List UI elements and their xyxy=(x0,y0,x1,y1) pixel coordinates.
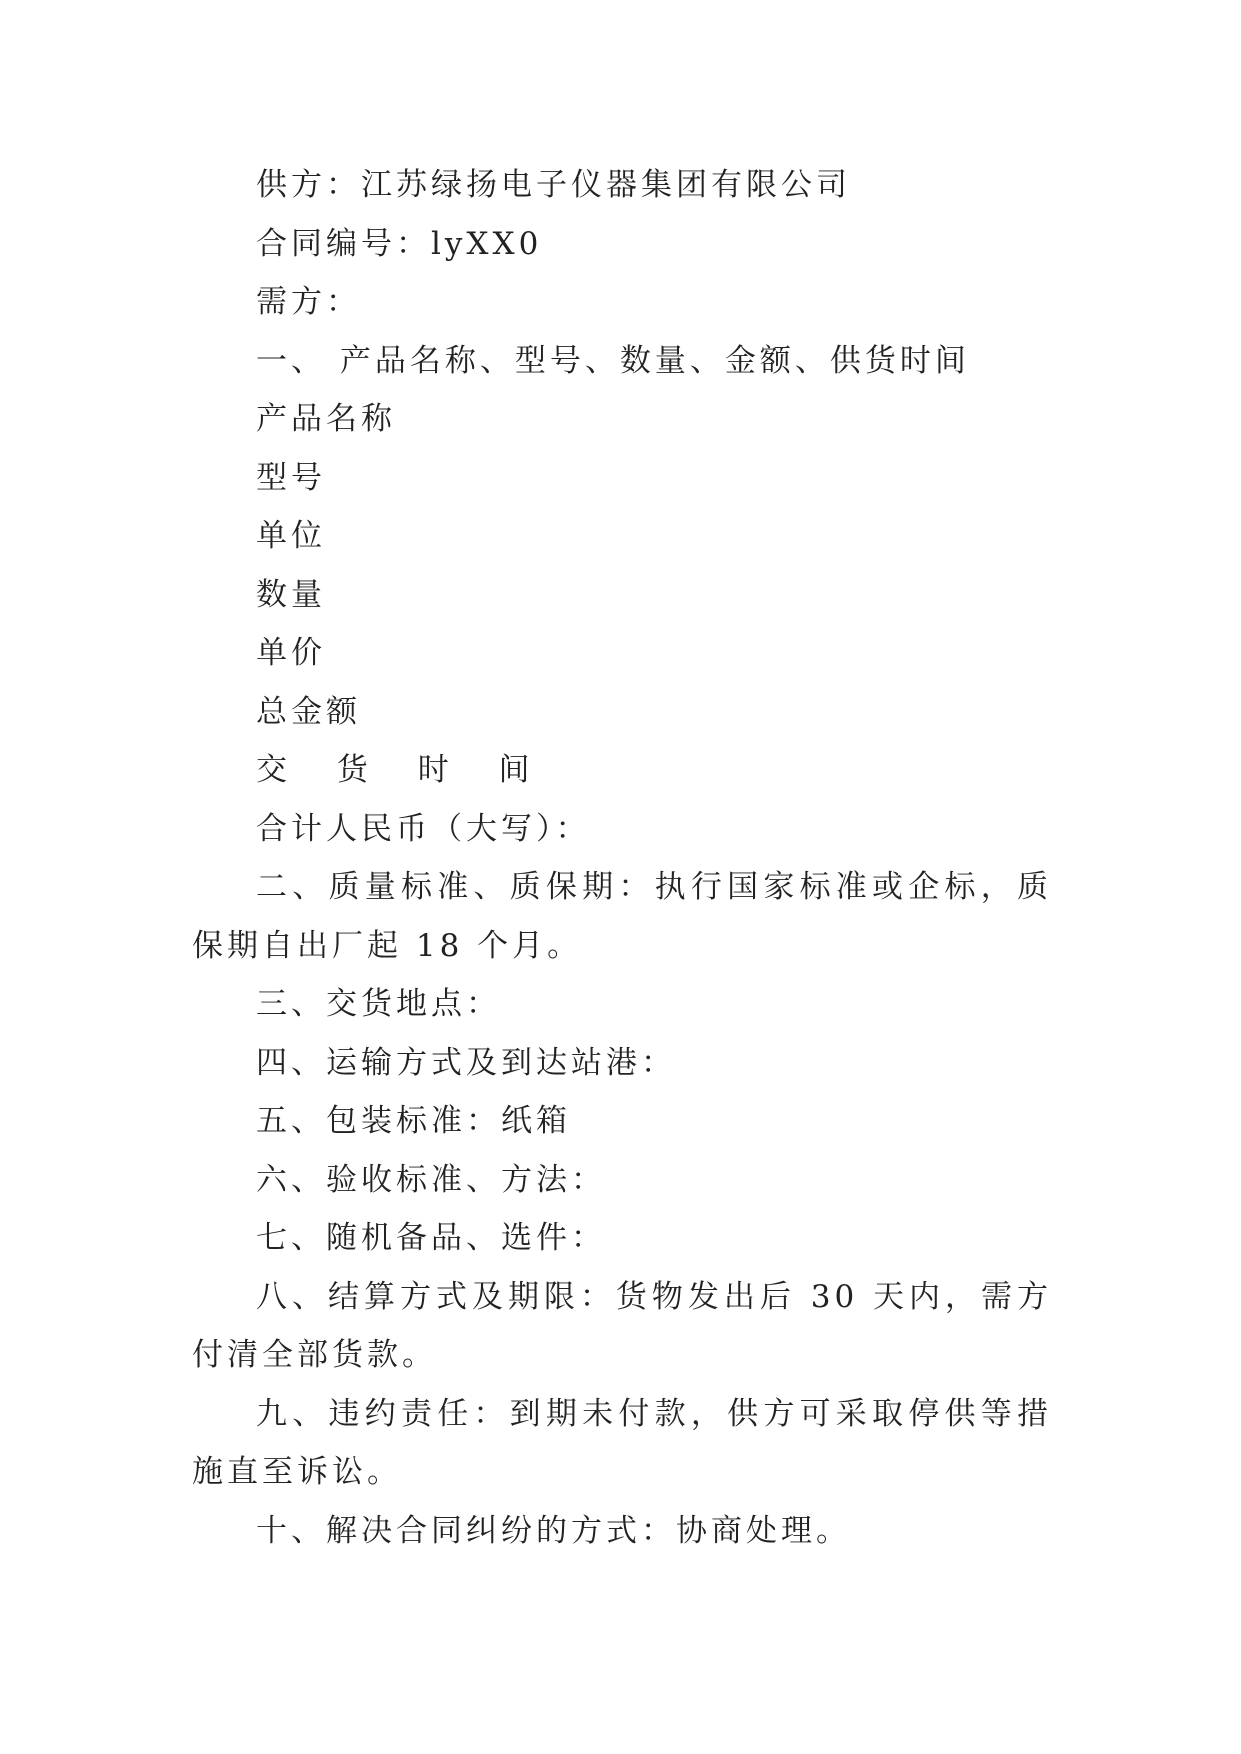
clause-6-acceptance: 六、验收标准、方法： xyxy=(256,1161,606,1198)
header-total-amount: 总金额 xyxy=(256,693,361,730)
clause-2-quality: 二、质量标准、质保期：执行国家标准或企标，质保期自出厂起 18 个月。 xyxy=(192,869,1052,964)
total-rmb-line: 合计人民币（大写）： xyxy=(256,810,591,847)
clause-3-delivery-place: 三、交货地点： xyxy=(256,986,501,1022)
clause-5-packaging: 五、包装标准：纸箱 xyxy=(256,1103,571,1139)
contract-body xyxy=(192,156,1052,1560)
buyer-line: 需方： xyxy=(256,284,361,320)
clause-7-accessories: 七、随机备品、选件： xyxy=(256,1220,606,1256)
header-unit-price: 单价 xyxy=(256,635,326,671)
clause-10-dispute: 十、解决合同纠纷的方式：协商处理。 xyxy=(256,1512,851,1549)
clause-9-liability: 九、违约责任：到期未付款，供方可采取停供等措施直至诉讼。 xyxy=(192,1395,1052,1490)
clause-8-settlement: 八、结算方式及期限：货物发出后 30 天内，需方付清全部货款。 xyxy=(192,1278,1052,1373)
header-quantity: 数量 xyxy=(256,576,326,613)
header-product-name: 产品名称 xyxy=(256,401,396,437)
supplier-line: 供方：江苏绿扬电子仪器集团有限公司 xyxy=(256,167,851,203)
header-delivery-time: 交 货 时 间 xyxy=(256,752,550,788)
contract-number-line: 合同编号：lyXX0 xyxy=(256,225,543,262)
header-unit: 单位 xyxy=(256,518,326,554)
header-model: 型号 xyxy=(256,459,326,496)
clause-4-transport: 四、运输方式及到达站港： xyxy=(256,1044,676,1081)
section-1-title: 一、 产品名称、型号、数量、金额、供货时间 xyxy=(256,342,970,379)
